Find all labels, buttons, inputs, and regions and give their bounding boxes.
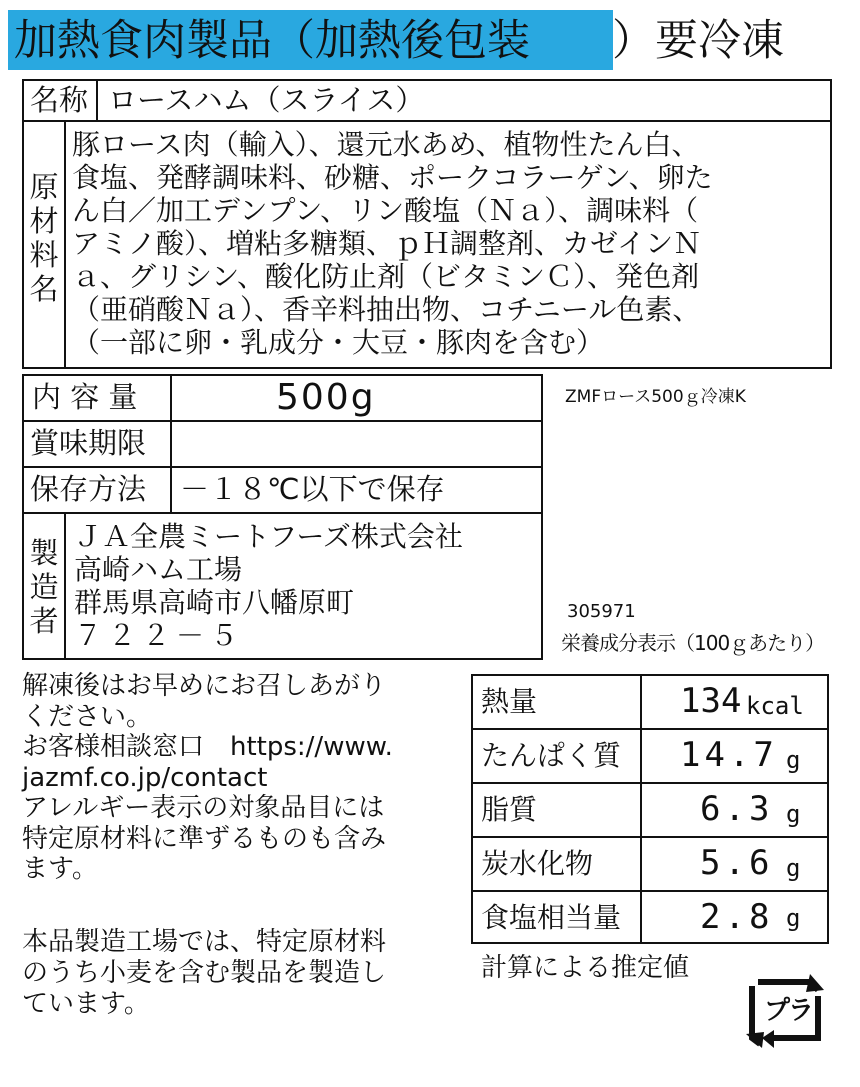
- name-label: 名称: [30, 83, 89, 117]
- ingredients-line: 食塩、発酵調味料、砂糖、ポークコラーゲン、卵た: [72, 161, 713, 194]
- content-value: 500g: [276, 377, 376, 418]
- ingredients-line: 豚ロース肉（輸入）、還元水あめ、植物性たん白、: [72, 128, 700, 161]
- header-tail: ）要冷凍: [612, 16, 784, 66]
- ingredients-line: ａ、グリシン、酸化防止剤（ビタミンＣ）、発色剤: [72, 260, 700, 293]
- manufacturer-label: 製 造 者: [29, 536, 59, 638]
- allergy-note: 特定原材料に準ずるものも含み: [22, 823, 387, 854]
- nutrition-label-energy: 熱量: [481, 685, 538, 718]
- thaw-note: 解凍後はお早めにお召しあがり: [22, 671, 387, 701]
- nutrition-value-energy: 134: [680, 681, 742, 721]
- nutrition-unit-protein: g: [786, 746, 801, 774]
- factory-note: 本品製造工場では、特定原材料: [22, 927, 387, 957]
- manufacturer-line: ＪＡ全農ミートフーズ株式会社: [74, 520, 463, 553]
- thaw-note: ください。: [22, 701, 153, 732]
- manufacturer-line: 群馬県高崎市八幡原町: [74, 586, 355, 619]
- name-value: ロースハム（スライス）: [108, 83, 425, 117]
- manufacturer-text: [74, 520, 463, 652]
- nutrition-label-carbohydrate: 炭水化物: [481, 847, 594, 880]
- expiry-label: 賞味期限: [30, 426, 147, 460]
- nutrition-unit-salt: g: [786, 904, 801, 932]
- factory-note: ています。: [22, 989, 150, 1019]
- nutrition-unit-fat: g: [786, 800, 801, 828]
- nutrition-unit-carbohydrate: g: [786, 854, 801, 882]
- ingredients-line: ん白／加工デンプン、リン酸塩（Ｎａ）、調味料（: [72, 194, 699, 227]
- nutrition-label-fat: 脂質: [481, 793, 538, 826]
- manufacturer-line: ７２２－５: [74, 619, 245, 652]
- notes-block: [22, 671, 393, 885]
- product-code: ZMFロース500ｇ冷凍K: [565, 387, 746, 407]
- storage-value: －１８℃以下で保存: [180, 472, 445, 506]
- manufacturer-line: 高崎ハム工場: [74, 553, 243, 586]
- recycle-mark-text: プラ: [764, 996, 813, 1026]
- ingredients-line: （亜硝酸Ｎａ）、香辛料抽出物、コチニール色素、: [72, 293, 701, 326]
- nutrition-label-salt: 食塩相当量: [481, 901, 622, 934]
- nutrition-title: 栄養成分表示（100ｇあたり）: [561, 631, 825, 655]
- nutrition-value-protein: 14.7: [680, 735, 778, 775]
- storage-label: 保存方法: [30, 472, 147, 506]
- factory-note: のうち小麦を含む製品を製造し: [22, 958, 387, 988]
- nutrition-value-carbohydrate: 5.6: [700, 843, 774, 883]
- header-title: 加熱食肉製品（加熱後包装: [14, 16, 530, 66]
- allergy-note: ます。: [22, 854, 98, 884]
- nutrition-label-protein: たんぱく質: [481, 739, 622, 772]
- content-label: 内 容 量: [32, 380, 138, 414]
- nutrition-footnote: 計算による推定値: [481, 953, 690, 983]
- contact-note: jazmf.co.jp/contact: [22, 762, 268, 793]
- contact-note: お客様相談窓口 https://www.: [22, 732, 393, 762]
- allergy-note: アレルギー表示の対象品目には: [22, 793, 385, 823]
- ingredients-text: [72, 128, 713, 359]
- ingredients-line: （一部に卵・乳成分・大豆・豚肉を含む）: [72, 326, 605, 359]
- ingredients-line: アミノ酸）、増粘多糖類、ｐＨ調整剤、カゼインＮ: [72, 227, 702, 260]
- plastic-recycle-icon: [744, 972, 826, 1052]
- ingredients-label: 原 材 料 名: [29, 170, 59, 306]
- factory-note-block: [22, 927, 386, 1020]
- nutrition-value-fat: 6.3: [700, 789, 774, 829]
- lot-number: 305971: [567, 601, 636, 622]
- nutrition-value-salt: 2.8: [700, 897, 774, 937]
- nutrition-unit-energy: kcal: [746, 692, 804, 720]
